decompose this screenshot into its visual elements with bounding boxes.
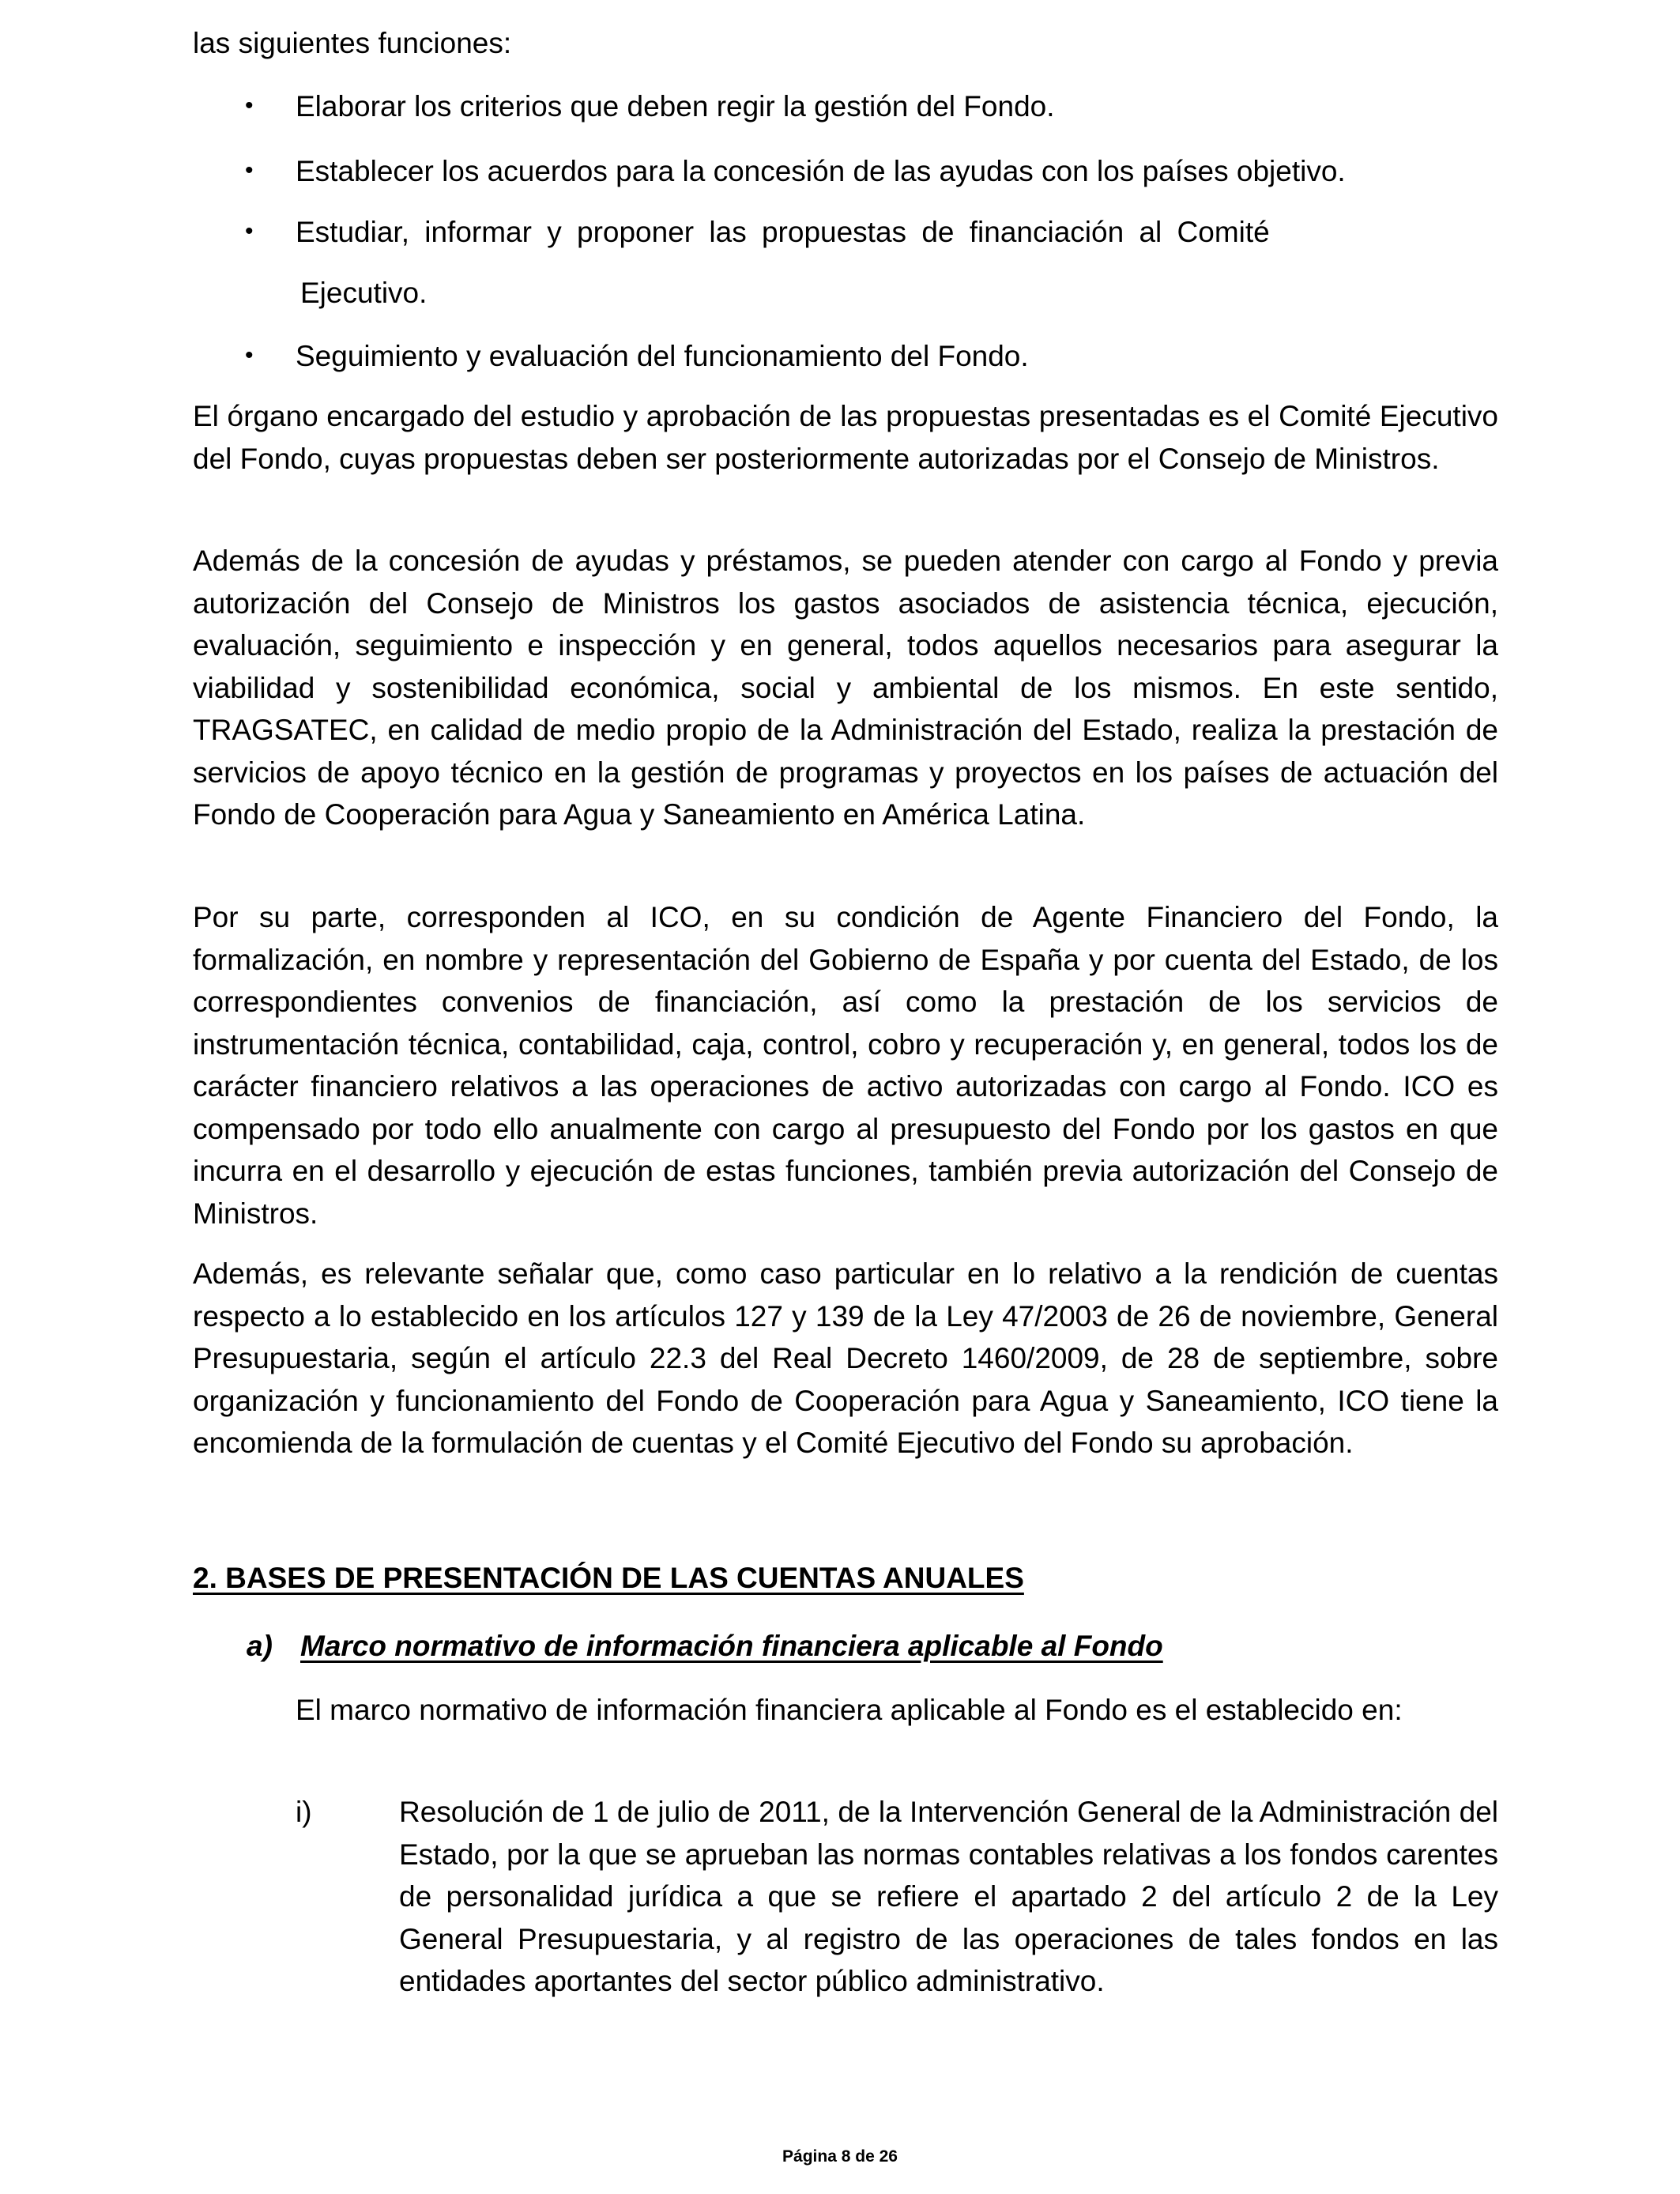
paragraph: Además, es relevante señalar que, como caso particular en lo relativo a la rendición de cuentas respecto a lo establecido en los artículos 127 y 139 de la Ley 47/2003 de 26 de noviembre, General Presupuestaria, según el artículo 22.3 del Real Decreto 1460/2009, de 28 de septiembre, sobre organización y funcionamiento del Fondo de Cooperación para Agua y Saneamiento, ICO tiene la encomienda de la formulación de cuentas y el Comité Ejecutivo del Fondo su aprobación. [193,1257,1498,1459]
item-marker: i) [296,1796,312,1828]
bullet-icon: • [245,92,254,119]
bullet-icon: • [245,218,254,244]
bullet-icon: • [245,342,254,368]
paragraph: Por su parte, corresponden al ICO, en su condición de Agente Financiero del Fondo, la formalización, en nombre y representación del Gobierno de España y por cuenta del Estado, de los correspondientes convenios de financiación, así como la prestación de los servicios de instrumentación técnica, contabilidad, caja, control, cobro y recuperación y, en general, todos los de carácter financiero relativos a las operaciones de activo autorizadas con cargo al Fondo. ICO es compensado por todo ello anualmente con cargo al presupuesto del Fondo por los gastos en que incurra en el desarrollo y ejecución de estas funciones, también previa autorización del Consejo de Ministros. [193,901,1498,1230]
bullet-item: Elaborar los criterios que deben regir la gestión del Fondo. [296,90,1055,123]
subsection-marker: a) [247,1630,273,1662]
bullet-icon: • [245,157,254,183]
bullet-item-continuation: Ejecutivo. [300,277,428,309]
bullet-item: Establecer los acuerdos para la concesión de las ayudas con los países objetivo. [296,155,1346,187]
subsection-heading: Marco normativo de información financiera aplicable al Fondo [300,1630,1163,1662]
page-footer: Página 8 de 26 [782,2147,898,2166]
section-heading: 2. BASES DE PRESENTACIÓN DE LAS CUENTAS ANUALES [193,1562,1024,1594]
subsection-intro: El marco normativo de información financiera aplicable al Fondo es el establecido en: [296,1694,1403,1726]
paragraph: El órgano encargado del estudio y aprobación de las propuestas presentadas es el Comité Ejecutivo del Fondo, cuyas propuestas deben ser posteriormente autorizadas por el Consejo de Ministros. [193,400,1498,475]
paragraph: Además de la concesión de ayudas y préstamos, se pueden atender con cargo al Fondo y previa autorización del Consejo de Ministros los gastos asociados de asistencia técnica, ejecución, evaluación, seguimiento e inspección y en general, todos aquellos necesarios para asegurar la viabilidad y sostenibilidad económica, social y ambiental de los mismos. En este sentido, TRAGSATEC, en calidad de medio propio de la Administración del Estado, realiza la prestación de servicios de apoyo técnico en la gestión de programas y proyectos en los países de actuación del Fondo de Cooperación para Agua y Saneamiento en América Latina. [193,545,1498,831]
intro-line: las siguientes funciones: [193,27,512,59]
item-text: Resolución de 1 de julio de 2011, de la Intervención General de la Administración del Estado, por la que se aprueban las normas contables relativas a los fondos carentes de personalidad jurídica a que se refiere el apartado 2 del artículo 2 de la Ley General Presupuestaria, y al registro de las operaciones de tales fondos en las entidades aportantes del sector público administrativo. [399,1796,1498,1997]
bullet-item: Seguimiento y evaluación del funcionamiento del Fondo. [296,340,1029,372]
bullet-item: Estudiar, informar y proponer las propuestas de financiación al Comité [296,216,1270,248]
